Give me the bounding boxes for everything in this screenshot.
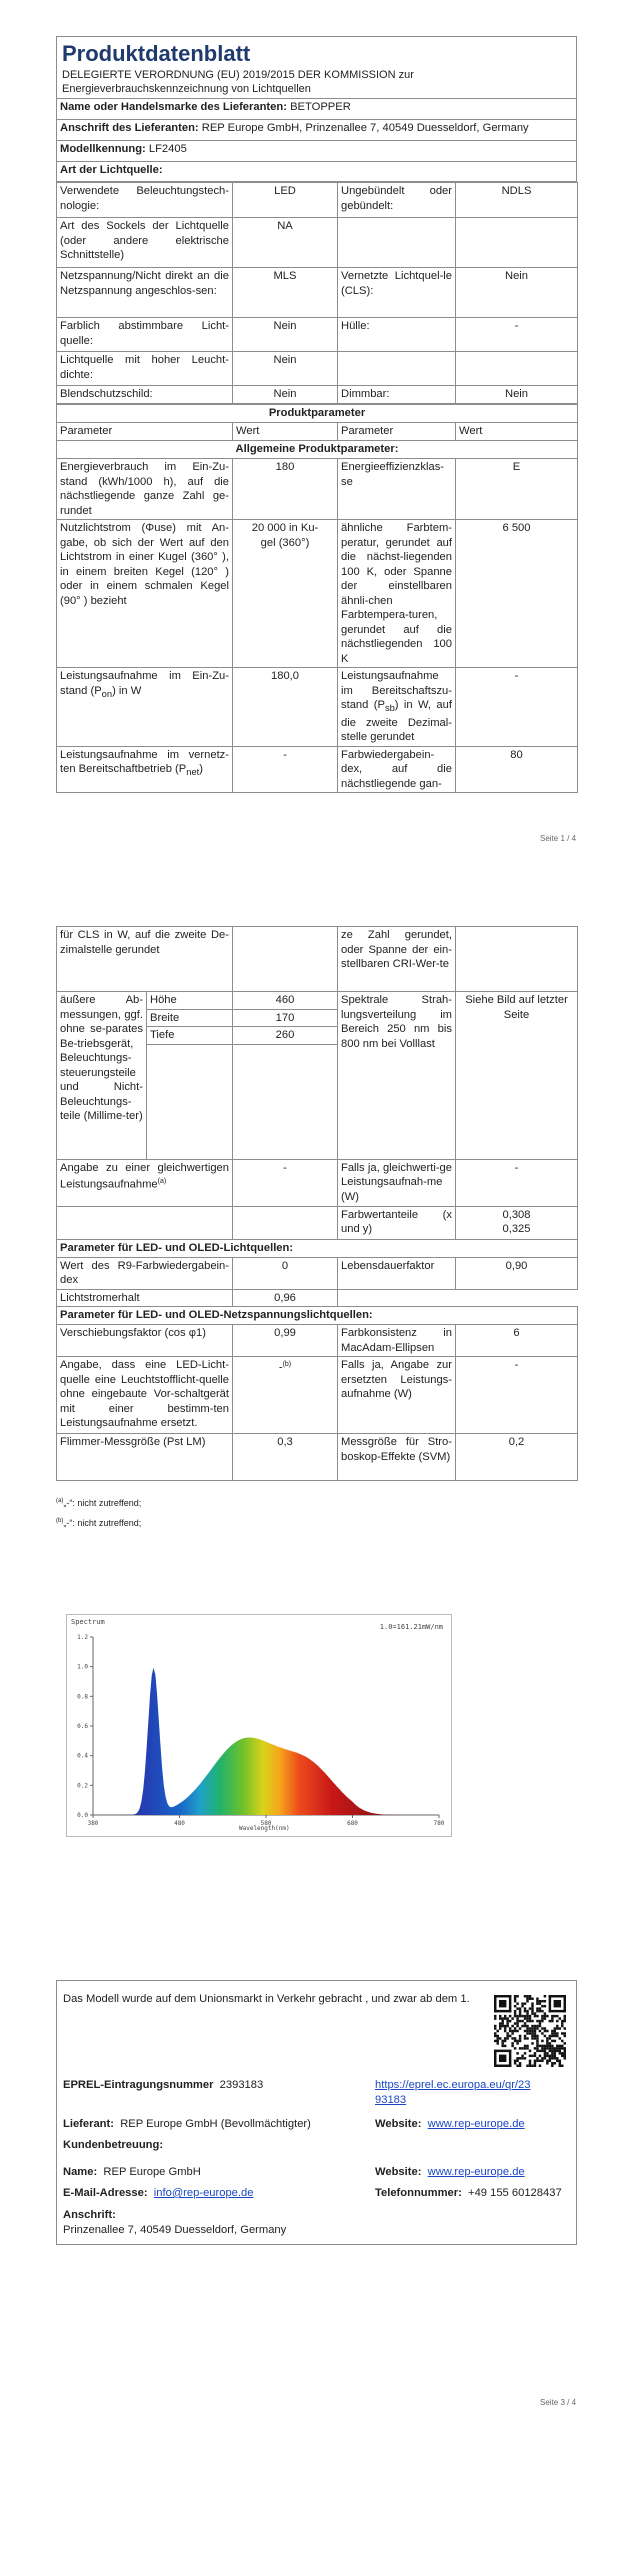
spectrum-chart: [66, 1614, 452, 1837]
footnote-b: $^{(b)}$„-“: nicht zutreffend;: [56, 1518, 142, 1528]
param-value: 0: [233, 1257, 338, 1289]
datasheet-page-1: [56, 36, 577, 793]
light-source-type-table: [56, 182, 578, 404]
spectrum-y-label: Spectrum: [71, 1618, 105, 1626]
product-parameters-table: [56, 404, 578, 793]
param-label: Messgröße für Stro-boskop-Effekte (SVM): [338, 1434, 456, 1481]
height-label: Höhe: [147, 992, 233, 1010]
type-value: Nein: [456, 268, 578, 318]
datasheet-header: [56, 36, 577, 99]
website2-link[interactable]: www.rep-europe.de: [427, 2166, 525, 2178]
param-value: 0,96: [233, 1289, 338, 1307]
param-value: 20 000 in Ku- gel (360°): [233, 520, 338, 668]
page-number: Seite 3 / 4: [540, 2398, 577, 2407]
param-label: ze Zahl gerundet, oder Spanne der ein-stellbaren CRI-Wer-te: [338, 927, 456, 992]
y-tick-label: 1.0: [77, 1663, 88, 1671]
spectrum-readout: 1.0=161.21mW/nm: [379, 1623, 443, 1631]
param-value: -: [456, 1159, 578, 1206]
general-parameters-heading: Allgemeine Produktparameter:: [57, 441, 578, 459]
param-label: Farbkonsistenz in MacAdam-Ellipsen: [338, 1325, 456, 1357]
type-value: LED: [233, 183, 338, 218]
website-line: Website: www.rep-europe.de: [375, 2118, 525, 2130]
regulation-line-2: Energieverbrauchskennzeichnung von Lichtquellen: [62, 83, 311, 95]
param-label: Falls ja, Angabe zur ersetzten Leistungs-aufnahme (W): [338, 1357, 456, 1434]
x-tick-label: 580: [260, 1820, 272, 1827]
param-label: Leistungsaufnahme im Ein-Zu-stand $(P_{on})$ in W: [57, 668, 233, 747]
supplier-name: BETOPPER: [290, 101, 351, 113]
spectrum-x-label: Wavelength(nm): [239, 1825, 290, 1832]
qr-code-svg: [494, 1995, 566, 2067]
column-header: Parameter: [338, 423, 456, 441]
type-label: [338, 218, 456, 268]
type-value: -: [456, 318, 578, 352]
address-value: Prinzenallee 7, 40549 Duesseldorf, Germany: [63, 2224, 287, 2236]
dimensions-label: äußere Ab-messungen, ggf. ohne se-parates Be-triebsgerät, Beleuchtungs-steuerungsteile und Nicht-Beleuchtungs-teile (Millime-ter): [57, 992, 147, 1160]
param-value: -: [456, 668, 578, 747]
param-value: E: [456, 459, 578, 520]
param-value: 6: [456, 1325, 578, 1357]
type-label: Farblich abstimmbare Licht-quelle:: [57, 318, 233, 352]
spectrum-svg: [67, 1615, 453, 1838]
y-tick-label: 0.4: [77, 1752, 88, 1760]
eprel-box: [56, 1980, 577, 2245]
param-label: Nutzlichtstrom (Φuse) mit An-gabe, ob sich der Wert auf den Lichtstrom in einer Kugel (360° ), in einem breiten Kegel (120° ) oder in einem schmalen Kegel (90° ) bezieht: [57, 520, 233, 668]
x-tick-label: 680: [347, 1820, 358, 1827]
param-label: Lichtstromerhalt: [57, 1289, 233, 1307]
email-link[interactable]: info@rep-europe.de: [153, 2187, 254, 2199]
param-label: Energieeffizienzklas-se: [338, 459, 456, 520]
param-value: 80: [456, 746, 578, 793]
page-title: Produktdatenblatt: [62, 41, 251, 66]
eprel-link[interactable]: https://eprel.ec.europa.eu/qr/23 93183: [375, 2079, 531, 2106]
param-label: ähnliche Farbtem-peratur, gerundet auf die nächst-liegenden 100 K, oder Spanne der einstellbaren ähnli-chen Farbtempera-turen, gerundet auf die nächstliegenden 100 K: [338, 520, 456, 668]
param-label: Spektrale Strah-lungsverteilung im Bereich 250 nm bis 800 nm bei Volllast: [338, 992, 456, 1160]
footnote-a: $^{(a)}$„-“: nicht zutreffend;: [56, 1498, 142, 1508]
param-value: Siehe Bild auf letzter Seite: [456, 992, 578, 1160]
type-label: [338, 352, 456, 386]
param-label: Farbwiedergabein-dex, auf die nächstliegende gan-: [338, 746, 456, 793]
x-tick-label: 480: [174, 1820, 185, 1827]
y-tick-label: 0.0: [77, 1812, 88, 1819]
qr-code: [493, 1994, 565, 2066]
height-value: 460: [233, 992, 338, 1010]
mains-parameters-heading: Parameter für LED- und OLED-Netzspannungslichtquellen:: [57, 1307, 578, 1325]
datasheet-page-2: [56, 926, 577, 1481]
type-value: [456, 218, 578, 268]
regulation-line-1: DELEGIERTE VERORDNUNG (EU) 2019/2015 DER KOMMISSION zur: [62, 69, 414, 81]
address-label: Anschrift:: [63, 2209, 116, 2221]
y-tick-label: 0.6: [77, 1723, 88, 1730]
type-value: [456, 352, 578, 386]
website2-line: Website: www.rep-europe.de: [375, 2166, 525, 2178]
param-label: Flimmer-Messgröße (Pst LM): [57, 1434, 233, 1481]
param-label: Farbwertanteile (x und y): [338, 1206, 456, 1239]
y-tick-label: 0.8: [77, 1693, 88, 1701]
param-value: -: [233, 1159, 338, 1206]
param-label: Leistungsaufnahme im vernetz-ten Bereitschaftbetrieb $(P_{net})$: [57, 746, 233, 793]
type-label: Ungebündelt oder gebündelt:: [338, 183, 456, 218]
led-parameters-heading: Parameter für LED- und OLED-Lichtquellen:: [57, 1239, 578, 1257]
supplier-table: [56, 98, 577, 182]
supplier-address: REP Europe GmbH, Prinzenallee 7, 40549 Duesseldorf, Germany: [201, 122, 529, 134]
eprel-registration: EPREL-Eintragungsnummer 2393183: [63, 2079, 264, 2091]
column-header: Parameter: [57, 423, 233, 441]
x-tick-label: 780: [433, 1820, 445, 1827]
supplier-address-label: Anschrift des Lieferanten:: [60, 122, 199, 134]
email-line: E-Mail-Adresse: info@rep-europe.de: [63, 2187, 254, 2199]
type-label: Verwendete Beleuchtungstech-nologie:: [57, 183, 233, 218]
column-header: Wert: [456, 423, 578, 441]
page-number: Seite 1 / 4: [540, 834, 577, 843]
param-label: Lebensdauerfaktor: [338, 1257, 456, 1289]
y-ticks: [77, 1634, 93, 1819]
param-value: 180,0: [233, 668, 338, 747]
param-value: 0,308 0,325: [456, 1206, 578, 1239]
care-name-line: Name: REP Europe GmbH: [63, 2166, 201, 2178]
spectrum-curve: [102, 1668, 431, 1815]
type-label: Art des Sockels der Lichtquelle (oder andere elektrische Schnittstelle): [57, 218, 233, 268]
type-value: NA: [233, 218, 338, 268]
width-label: Breite: [147, 1009, 233, 1027]
light-source-type-heading: Art der Lichtquelle:: [57, 162, 577, 182]
param-value: -: [233, 746, 338, 793]
width-value: 170: [233, 1009, 338, 1027]
column-header: Wert: [233, 423, 338, 441]
type-label: Blendschutzschild:: [57, 386, 233, 404]
depth-label: Tiefe: [147, 1027, 233, 1045]
x-tick-label: 380: [87, 1820, 99, 1827]
param-label: Energieverbrauch im Ein-Zu-stand (kWh/1000 h), auf die nächstliegende ganze Zahl ge-rundet: [57, 459, 233, 520]
param-label: Angabe zu einer gleichwertigen Leistungsaufnahme$^{(a)}$: [57, 1159, 233, 1206]
param-label: für CLS in W, auf die zweite De-zimalstelle gerundet: [57, 927, 233, 992]
type-label: Vernetzte Lichtquel-le (CLS):: [338, 268, 456, 318]
phone-line: Telefonnummer: +49 155 60128437: [375, 2187, 562, 2199]
type-label: Dimmbar:: [338, 386, 456, 404]
product-parameters-heading: Produktparameter: [57, 405, 578, 423]
type-value: NDLS: [456, 183, 578, 218]
param-value: 0,90: [456, 1257, 578, 1289]
param-label: Angabe, dass eine LED-Licht-quelle eine Leuchtstofflicht-quelle ohne eingebaute Vor-schaltgerät mit einer bestimm-ten Leistungsaufnahme ersetzt.: [57, 1357, 233, 1434]
param-value: 0,99: [233, 1325, 338, 1357]
market-date-text: Das Modell wurde auf dem Unionsmarkt in Verkehr gebracht , und zwar ab dem 1.: [63, 1993, 470, 2005]
customer-care-label: Kundenbetreuung:: [63, 2139, 164, 2151]
supplier-line: Lieferant: REP Europe GmbH (Bevollmächtigter): [63, 2118, 311, 2130]
type-label: Hülle:: [338, 318, 456, 352]
model-label: Modellkennung:: [60, 143, 146, 155]
param-value: -$^{(b)}$: [233, 1357, 338, 1434]
y-tick-label: 0.2: [77, 1782, 88, 1790]
type-value: Nein: [233, 386, 338, 404]
param-value: 180: [233, 459, 338, 520]
depth-value: 260: [233, 1027, 338, 1045]
supplier-name-label: Name oder Handelsmarke des Lieferanten:: [60, 101, 287, 113]
type-value: MLS: [233, 268, 338, 318]
param-value: -: [456, 1357, 578, 1434]
param-label: Falls ja, gleichwerti-ge Leistungsaufnah-me (W): [338, 1159, 456, 1206]
param-value: 0,3: [233, 1434, 338, 1481]
product-parameters-continued: [56, 926, 578, 1481]
model-id: LF2405: [148, 143, 187, 155]
type-value: Nein: [233, 352, 338, 386]
type-value: Nein: [456, 386, 578, 404]
param-label: Verschiebungsfaktor (cos φ1): [57, 1325, 233, 1357]
website-link[interactable]: www.rep-europe.de: [427, 2118, 525, 2130]
type-label: Lichtquelle mit hoher Leucht-dichte:: [57, 352, 233, 386]
param-value: 0,2: [456, 1434, 578, 1481]
param-value: 6 500: [456, 520, 578, 668]
param-label: Leistungsaufnahme im Bereitschaftszu-stand $(P_{sb})$ in W, auf die zweite Dezimal-stelle gerundet: [338, 668, 456, 747]
type-label: Netzspannung/Nicht direkt an die Netzspannung angeschlos-sen:: [57, 268, 233, 318]
y-tick-label: 1.2: [77, 1634, 88, 1641]
type-value: Nein: [233, 318, 338, 352]
param-label: Wert des R9-Farbwiedergabein-dex: [57, 1257, 233, 1289]
